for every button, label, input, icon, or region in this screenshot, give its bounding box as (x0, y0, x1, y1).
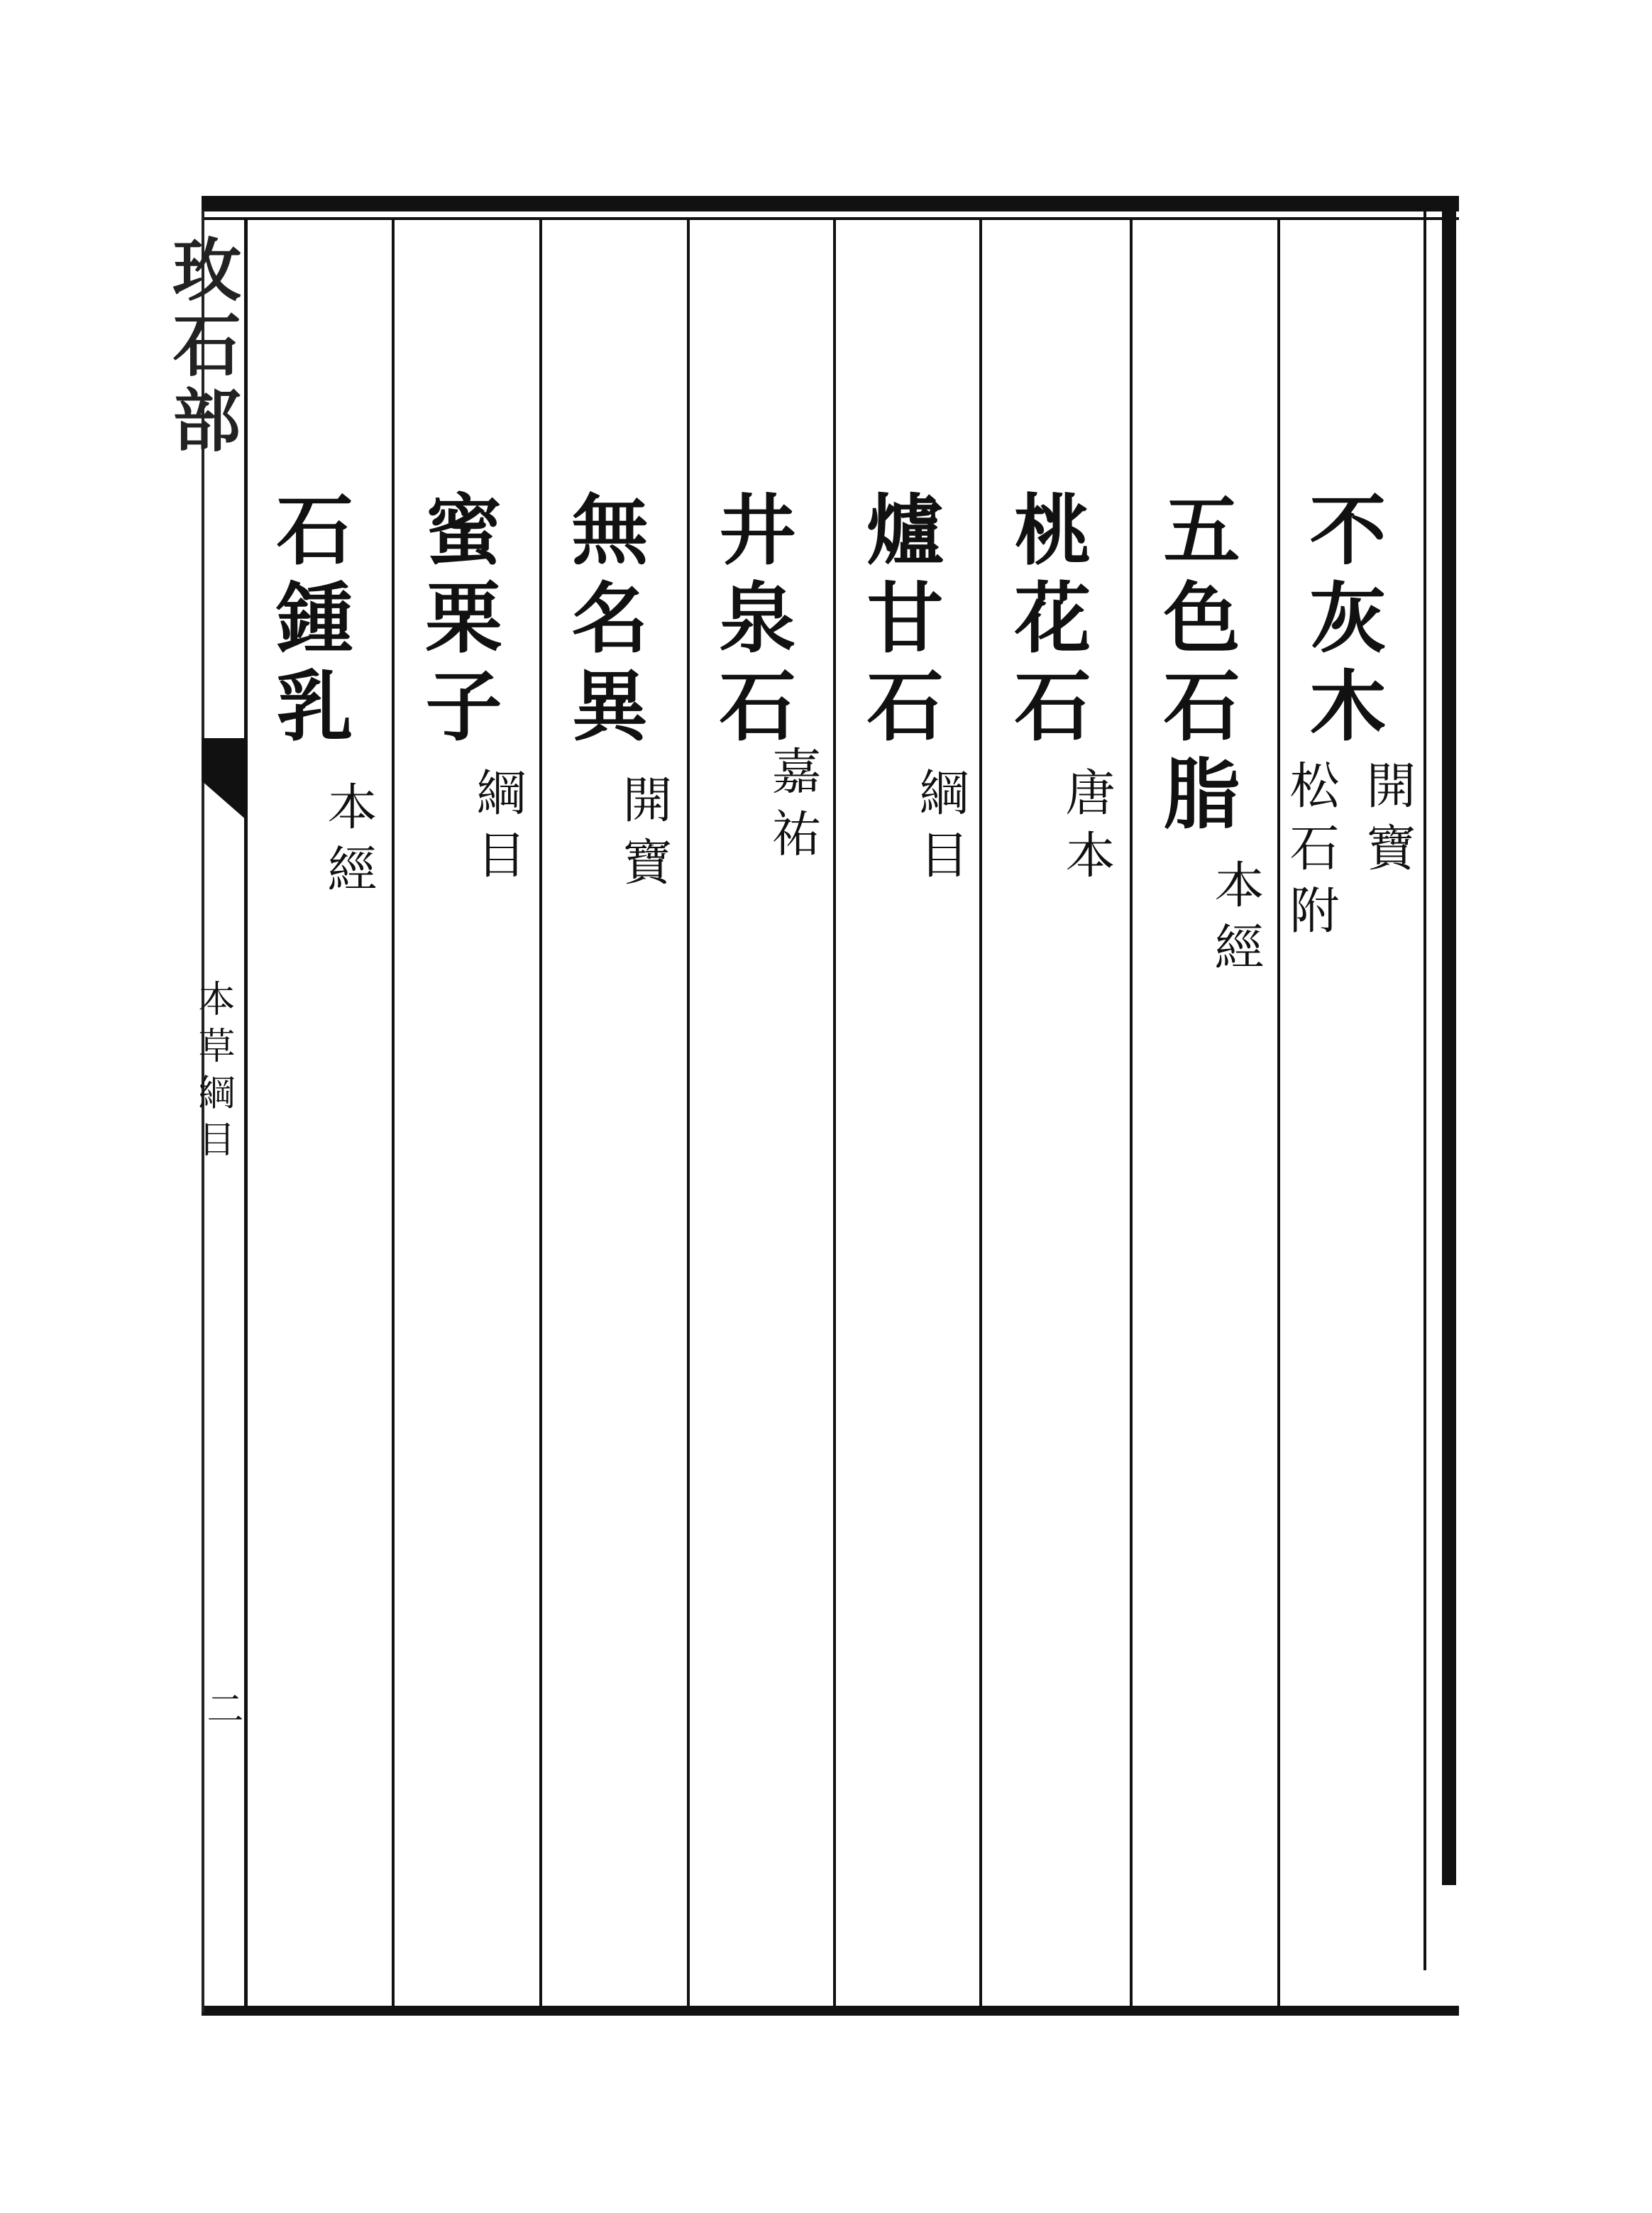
entry-name: 井泉石 (706, 490, 795, 754)
entry-name: 蜜栗子 (412, 490, 502, 754)
fishtail-mark (202, 738, 247, 781)
frame-top-inner-border (202, 217, 1459, 220)
entry-source: 開寶 (1358, 759, 1416, 884)
frame-bottom-border (202, 2006, 1459, 2016)
entry-name: 石鍾乳 (263, 490, 353, 754)
entry-source: 綱目 (911, 767, 969, 891)
column-rule (687, 220, 690, 2006)
entry-name: 不灰木 (1296, 490, 1386, 754)
page-number: 二 (200, 1689, 243, 1726)
entry-appended: 松石附 (1282, 759, 1340, 947)
entry-source: 唐本 (1057, 767, 1116, 891)
frame-right-border (1442, 210, 1456, 1885)
entry-name: 爐甘石 (854, 490, 943, 754)
entry-name: 五色石脂 (1150, 490, 1240, 842)
entry-source: 本經 (1206, 859, 1265, 984)
entry-source: 開寶 (615, 774, 673, 899)
column-rule (392, 220, 395, 2006)
entry-source: 嘉祐 (764, 745, 822, 870)
frame-top-border (202, 196, 1459, 212)
center-title: 本草綱目 (192, 979, 234, 1167)
column-rule (1130, 220, 1133, 2006)
column-rule (539, 220, 542, 2006)
book-title: 玫石部 (162, 234, 242, 460)
entry-source: 綱目 (468, 767, 527, 891)
column-rule (979, 220, 982, 2006)
entry-name: 無名異 (558, 490, 648, 754)
entry-source: 本經 (319, 781, 378, 906)
fold-line (244, 220, 248, 2006)
column-rule (1277, 220, 1280, 2006)
column-rule (833, 220, 836, 2006)
entry-name: 桃花石 (1001, 490, 1091, 754)
frame-right-inner-border (1424, 210, 1426, 1970)
